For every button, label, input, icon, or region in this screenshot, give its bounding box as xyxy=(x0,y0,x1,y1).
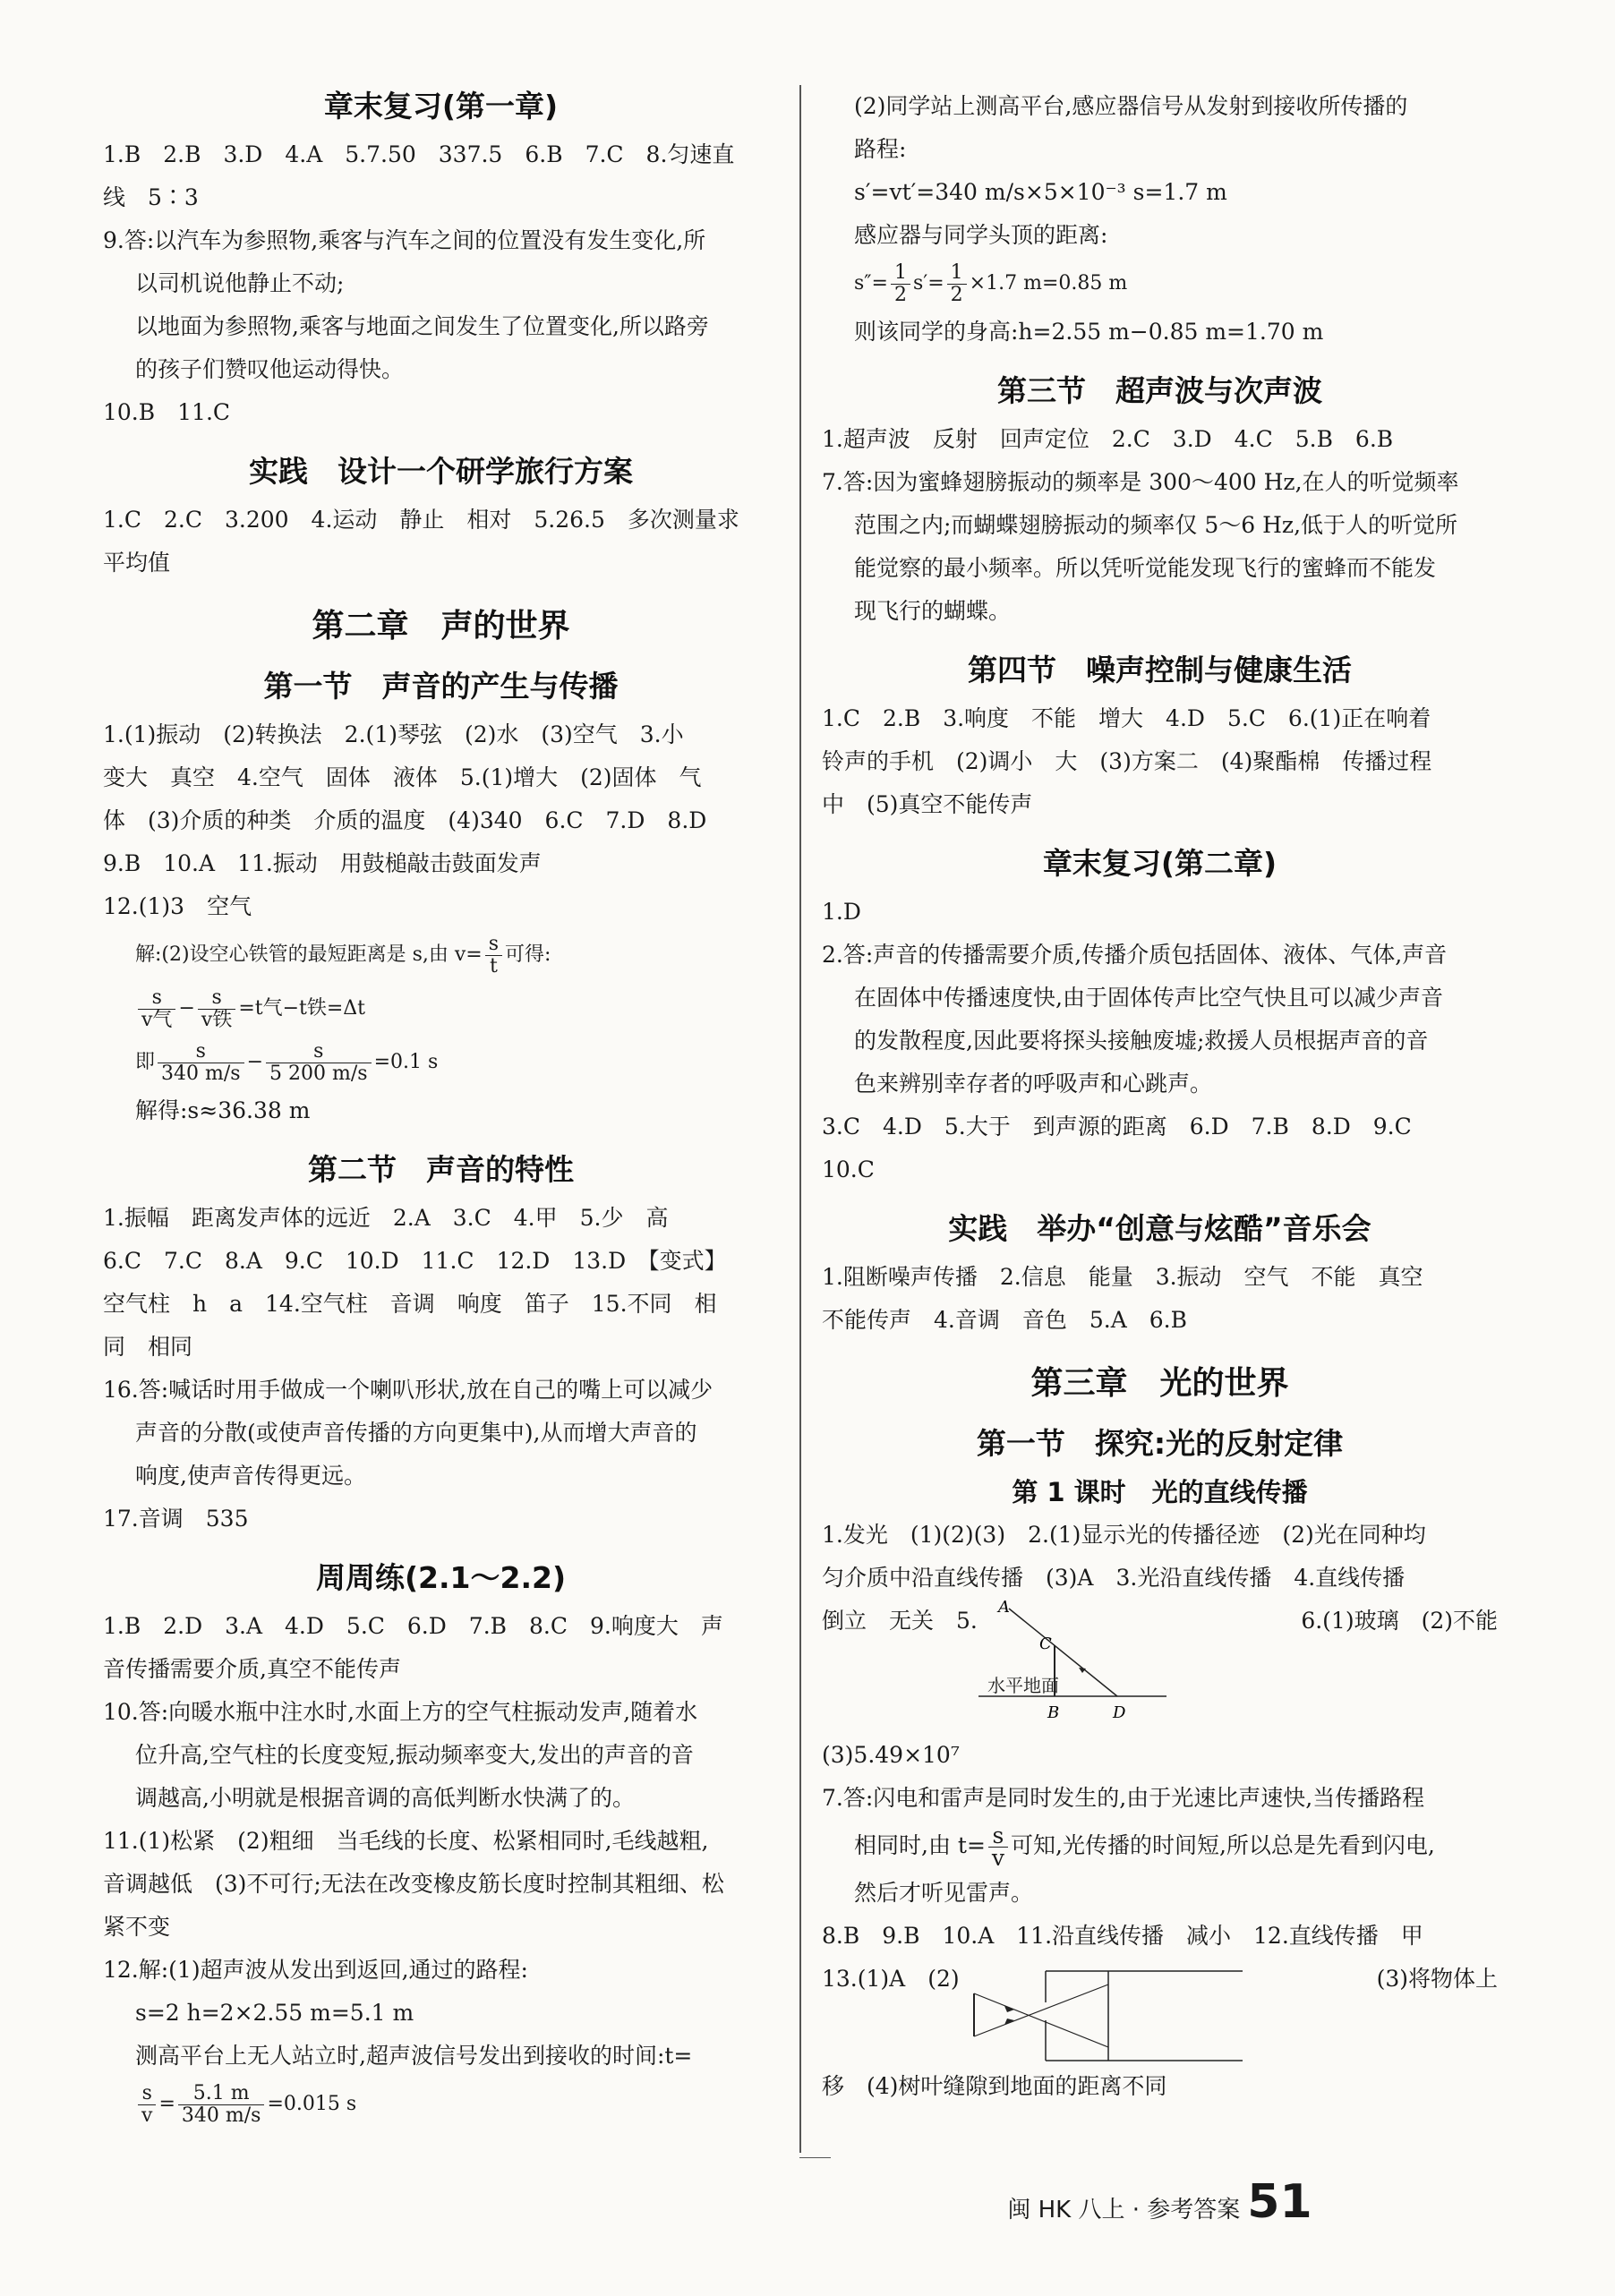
heading-section-2-3: 第三节 超声波与次声波 xyxy=(997,373,1322,408)
answer-line: 7.答:闪电和雷声是同时发生的,由于光速比声速快,当传播路程 xyxy=(822,1785,1425,1811)
label-D: D xyxy=(1113,1703,1126,1722)
answer-line: 1.B 2.B 3.D 4.A 5.7.50 337.5 6.B 7.C 8.匀速直 xyxy=(103,141,735,167)
answer-line: 12.解:(1)超声波从发出到返回,通过的路程: xyxy=(103,1957,528,1983)
answer-line: 感应器与同学头顶的距离: xyxy=(854,222,1108,248)
answer-line: s=2 h=2×2.55 m=5.1 m xyxy=(135,2000,414,2026)
answer-line: 8.B 9.B 10.A 11.沿直线传播 减小 12.直线传播 甲 xyxy=(822,1923,1423,1949)
heading-chapter-2: 第二章 声的世界 xyxy=(312,608,570,644)
answer-line: 12.(1)3 空气 xyxy=(103,893,252,919)
answer-line: 测高平台上无人站立时,超声波信号发出到接收的时间:t= xyxy=(135,2043,693,2069)
answer-line: 路程: xyxy=(854,136,907,162)
answer-line: 1.C 2.C 3.200 4.运动 静止 相对 5.26.5 多次测量求 xyxy=(103,507,739,533)
heading-practice-2: 实践 举办“创意与炫酷”音乐会 xyxy=(948,1211,1371,1246)
answer-line: 然后才听见雷声。 xyxy=(854,1880,1034,1906)
heading-section-2-4: 第四节 噪声控制与健康生活 xyxy=(968,653,1352,687)
solution-line: 解:(2)设空心铁管的最短距离是 s,由 v= $\frac{s}{t}$ 可得: xyxy=(135,932,551,977)
formula-line: s″= $\frac{1}{2}$ s′= $\frac{1}{2}$ ×1.7 m=0.85 m xyxy=(854,260,1128,306)
heading-section-3-1: 第一节 探究:光的反射定律 xyxy=(976,1426,1344,1461)
fraction: $\frac{s}{t}$ xyxy=(485,934,502,977)
answer-line: 10.B 11.C xyxy=(103,399,231,425)
answer-line: 中 (5)真空不能传声 xyxy=(822,791,1033,817)
q13-figure-block xyxy=(822,1958,1498,2065)
heading-weekly-practice: 周周练(2.1～2.2) xyxy=(315,1560,567,1595)
page-number: 51 xyxy=(1247,2175,1312,2229)
answer-line: 7.答:因为蜜蜂翅膀振动的频率是 300～400 Hz,在人的听觉频率 xyxy=(822,469,1459,495)
answer-line: 10.答:向暖水瓶中注水时,水面上方的空气柱振动发声,随着水 xyxy=(103,1699,698,1725)
answer-line: (3)5.49×10⁷ xyxy=(822,1742,960,1768)
answer-line: 解得:s≈36.38 m xyxy=(135,1097,311,1123)
answer-line: (2)同学站上测高平台,感应器信号从发射到接收所传播的 xyxy=(854,93,1408,119)
answer-line: 声音的分散(或使声音传播的方向更集中),从而增大声音的 xyxy=(135,1420,697,1446)
answer-line: 11.(1)松紧 (2)粗细 当毛线的长度、松紧相同时,毛线越粗, xyxy=(103,1828,709,1854)
answer-line: 6.C 7.C 8.A 9.C 10.D 11.C 12.D 13.D 【变式】 xyxy=(103,1248,727,1274)
heading-ch1-review: 章末复习(第一章) xyxy=(323,89,559,124)
answer-line: 同 相同 xyxy=(103,1334,193,1360)
answer-line: 1.B 2.D 3.A 4.D 5.C 6.D 7.B 8.C 9.响度大 声 xyxy=(103,1613,723,1639)
answer-line: 匀介质中沿直线传播 (3)A 3.光沿直线传播 4.直线传播 xyxy=(822,1565,1406,1591)
answer-line: 平均值 xyxy=(103,550,171,576)
answer-line: 变大 真空 4.空气 固体 液体 5.(1)增大 (2)固体 气 xyxy=(103,764,702,790)
answer-line: 9.答:以汽车为参照物,乘客与汽车之间的位置没有发生变化,所 xyxy=(103,227,706,253)
answer-line: 体 (3)介质的种类 介质的温度 (4)340 6.C 7.D 8.D xyxy=(103,807,707,833)
answer-line: 3.C 4.D 5.大于 到声源的距离 6.D 7.B 8.D 9.C xyxy=(822,1114,1412,1139)
heading-practice-1: 实践 设计一个研学旅行方案 xyxy=(249,454,633,489)
answer-line: 1.超声波 反射 回声定位 2.C 3.D 4.C 5.B 6.B xyxy=(822,426,1394,452)
answer-line: 色来辨别幸存者的呼吸声和心跳声。 xyxy=(854,1071,1213,1097)
answer-line: 线 5∶3 xyxy=(103,184,199,210)
answer-line: 9.B 10.A 11.振动 用鼓槌敲击鼓面发声 xyxy=(103,850,542,876)
answer-line: 不能传声 4.音调 音色 5.A 6.B xyxy=(822,1307,1187,1333)
fraction: $\frac{s}{5 200 m/s}$ xyxy=(266,1041,372,1085)
answer-line: 在固体中传播速度快,由于固体传声比空气快且可以减少声音 xyxy=(854,985,1443,1011)
answer-line: 倒立 无关 5. xyxy=(822,1608,978,1634)
heading-section-2-1: 第一节 声音的产生与传播 xyxy=(263,669,619,704)
fraction: $\frac{s}{\text{v铁}}$ xyxy=(198,987,235,1031)
formula-line: $\frac{s}{v}$ = $\frac{5.1 m}{340 m/s}$ =0.015 s xyxy=(103,2078,779,2131)
fraction: $\frac{s}{v}$ xyxy=(138,2083,156,2127)
answer-line: 以司机说他静止不动; xyxy=(135,270,345,296)
fraction: $\frac{s}{\text{v气}}$ xyxy=(138,987,175,1031)
label-B: B xyxy=(1047,1703,1060,1722)
fraction: $\frac{1}{2}$ xyxy=(891,262,910,306)
answer-line: 则该同学的身高:h=2.55 m−0.85 m=1.70 m xyxy=(854,319,1324,345)
fraction: $\frac{s}{340 m/s}$ xyxy=(158,1041,244,1085)
answer-line: 以地面为参照物,乘客与地面之间发生了位置变化,所以路旁 xyxy=(135,313,709,339)
answer-line: 音传播需要介质,真空不能传声 xyxy=(103,1656,401,1682)
answer-line: 6.(1)玻璃 (2)不能 xyxy=(1301,1608,1498,1634)
ray-bottom xyxy=(974,1984,1108,2036)
answer-line: 1.振幅 距离发声体的远近 2.A 3.C 4.甲 5.少 高 xyxy=(103,1205,669,1231)
heading-chapter-3: 第三章 光的世界 xyxy=(1030,1365,1289,1402)
left-column xyxy=(103,85,779,2131)
page-footer xyxy=(822,2175,1498,2229)
answer-line: 响度,使声音传得更远。 xyxy=(135,1463,366,1489)
fraction: $\frac{s}{v}$ xyxy=(988,1825,1008,1869)
answer-line: 2.答:声音的传播需要介质,传播介质包括固体、液体、气体,声音 xyxy=(822,942,1448,968)
answer-line: 1.C 2.B 3.响度 不能 增大 4.D 5.C 6.(1)正在响着 xyxy=(822,705,1431,731)
label-C: C xyxy=(1039,1635,1052,1653)
answer-line: 1.D xyxy=(822,899,861,925)
q13-pinhole-diagram xyxy=(965,1967,1243,2065)
fraction: $\frac{5.1 m}{340 m/s}$ xyxy=(178,2083,265,2127)
answer-line: 位升高,空气柱的长度变短,振动频率变大,发出的声音的音 xyxy=(135,1742,694,1768)
answer-line: 1.发光 (1)(2)(3) 2.(1)显示光的传播径迹 (2)光在同种均 xyxy=(822,1522,1426,1548)
answer-line: 16.答:喊话时用手做成一个喇叭形状,放在自己的嘴上可以减少 xyxy=(103,1377,714,1403)
column-divider xyxy=(799,85,801,2153)
q5-figure-block xyxy=(822,1600,1498,1734)
answer-line: 10.C xyxy=(822,1157,875,1182)
label-A: A xyxy=(998,1600,1010,1617)
footer-rule xyxy=(799,2157,831,2158)
answer-line: 1.(1)振动 (2)转换法 2.(1)琴弦 (2)水 (3)空气 3.小 xyxy=(103,721,684,747)
answer-line: s′=vt′=340 m/s×5×10⁻³ s=1.7 m xyxy=(854,179,1227,205)
heading-ch2-review: 章末复习(第二章) xyxy=(1042,846,1277,881)
answer-line: (3)将物体上 xyxy=(1376,1966,1498,1992)
right-column xyxy=(822,85,1498,2108)
answer-line: 17.音调 535 xyxy=(103,1506,249,1532)
footer-label: 闽 HK 八上 · 参考答案 xyxy=(1007,2197,1241,2223)
answer-line: 铃声的手机 (2)调小 大 (3)方案二 (4)聚酯棉 传播过程 xyxy=(822,748,1432,774)
answer-line: 范围之内;而蝴蝶翅膀振动的频率仅 5～6 Hz,低于人的听觉所 xyxy=(854,512,1458,538)
answer-line: 调越高,小明就是根据音调的高低判断水快满了的。 xyxy=(135,1785,635,1811)
answer-line: 的孩子们赞叹他运动得快。 xyxy=(135,356,405,382)
heading-lesson-1: 第 1 课时 光的直线传播 xyxy=(1012,1477,1308,1507)
ray-top xyxy=(974,1993,1108,2047)
label-ground: 水平地面 xyxy=(987,1675,1059,1696)
formula-line: $\frac{s}{\text{v气}}$ − $\frac{s}{\text{v铁}}$ =t气−t铁=Δt xyxy=(103,982,779,1036)
answer-line: 音调越低 (3)不可行;无法在改变橡皮筋长度时控制其粗细、松 xyxy=(103,1871,724,1897)
answer-line: 相同时,由 t= $\frac{s}{v}$ 可知,光传播的时间短,所以总是先看到闪电, xyxy=(854,1822,1435,1871)
answer-line: 能觉察的最小频率。所以凭听觉能发现飞行的蜜蜂而不能发 xyxy=(854,555,1437,581)
formula-line: 即 $\frac{s}{340 m/s}$ − $\frac{s}{5 200 m/s}$ =0.1 s xyxy=(135,1039,439,1085)
answer-line: 的发散程度,因此要将探头接触废墟;救援人员根据声音的音 xyxy=(854,1028,1429,1054)
heading-section-2-2: 第二节 声音的特性 xyxy=(308,1152,574,1187)
answer-line: 现飞行的蝴蝶。 xyxy=(854,598,1012,624)
fraction: $\frac{1}{2}$ xyxy=(947,262,967,306)
answer-line: 13.(1)A (2) xyxy=(822,1966,960,1992)
answer-line: 紧不变 xyxy=(103,1914,171,1940)
q5-shadow-diagram xyxy=(978,1600,1166,1734)
answer-line: 移 (4)树叶缝隙到地面的距离不同 xyxy=(822,2073,1167,2099)
answer-line: 1.阻断噪声传播 2.信息 能量 3.振动 空气 不能 真空 xyxy=(822,1264,1423,1290)
answer-line: 空气柱 h a 14.空气柱 音调 响度 笛子 15.不同 相 xyxy=(103,1291,717,1317)
